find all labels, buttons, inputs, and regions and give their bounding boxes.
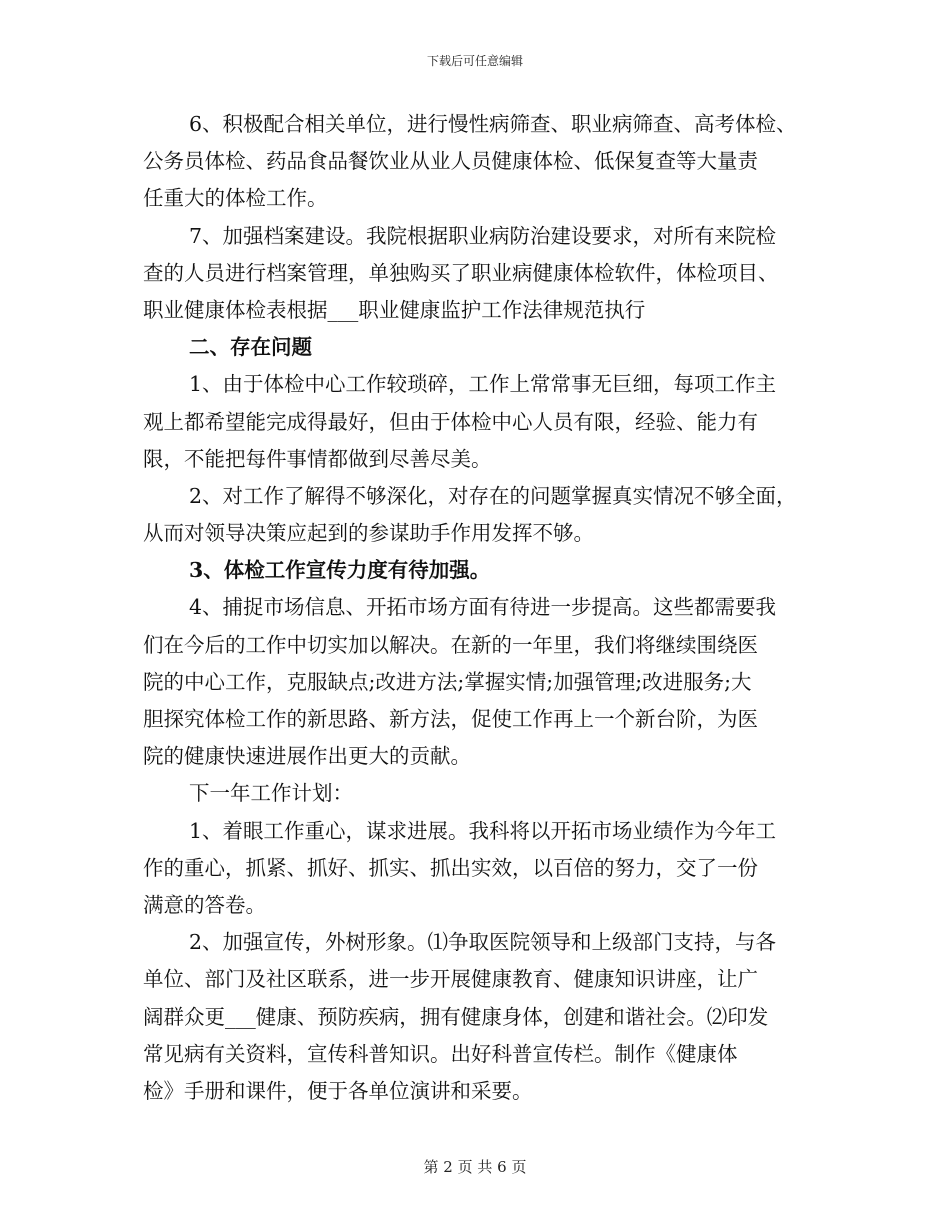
text-line: 6、积极配合相关单位，进行慢性病筛查、职业病筛查、高考体检、 <box>189 112 797 136</box>
text-line: 作的重心，抓紧、抓好、抓实、抓出实效，以百倍的努力，交了一份 <box>143 855 758 880</box>
text-line: 单位、部门及社区联系，进一步开展健康教育、健康知识讲座，让广 <box>143 967 758 992</box>
text-line: 任重大的体检工作。 <box>143 186 328 211</box>
text-line: 们在今后的工作中切实加以解决。在新的一年里，我们将继续围绕医 <box>143 632 758 657</box>
text-line: 院的中心工作，克服缺点;改进方法;掌握实情;加强管理;改进服务;大 <box>143 669 752 694</box>
text-line: 胆探究体检工作的新思路、新方法，促使工作再上一个新台阶，为医 <box>143 707 758 731</box>
text-line: 检》手册和课件，便于各单位演讲和采要。 <box>143 1078 533 1103</box>
text-line: 1、着眼工作重心，谋求进展。我科将以开拓市场业绩作为今年工 <box>189 818 777 843</box>
text-line: 2、对工作了解得不够深化，对存在的问题掌握真实情况不够全面， <box>189 483 797 508</box>
text-line: 满意的答卷。 <box>143 892 266 917</box>
text-line: 查的人员进行档案管理，单独购买了职业病健康体检软件，体检项目、 <box>143 260 779 285</box>
page-header: 下载后可任意编辑 <box>426 54 523 68</box>
text-line: 常见病有关资料，宣传科普知识。出好科普宣传栏。制作《健康体 <box>143 1041 738 1066</box>
text-line: 1、由于体检中心工作较琐碎，工作上常常事无巨细，每项工作主 <box>189 372 777 397</box>
text-line: 职业健康体检表根据___职业健康监护工作法律规范执行 <box>143 297 646 322</box>
text-line: 观上都希望能完成得最好，但由于体检中心人员有限，经验、能力有 <box>143 409 758 434</box>
text-line: 阔群众更___健康、预防疾病，拥有健康身体，创建和谐社会。⑵印发 <box>143 1004 769 1029</box>
page-footer: 第 2 页 共 6 页 <box>423 1158 527 1176</box>
section-heading: 二、存在问题 <box>189 335 312 360</box>
text-line: 院的健康快速进展作出更大的贡献。 <box>143 744 471 769</box>
text-line: 从而对领导决策应起到的参谋助手作用发挥不够。 <box>143 521 594 546</box>
bold-item: 3、体检工作宣传力度有待加强。 <box>189 558 491 583</box>
text-line: 下一年工作计划： <box>189 781 353 806</box>
text-line: 限，不能把每件事情都做到尽善尽美。 <box>143 446 492 471</box>
text-line: 2、加强宣传，外树形象。⑴争取医院领导和上级部门支持，与各 <box>189 930 777 955</box>
text-line: 4、捕捉市场信息、开拓市场方面有待进一步提高。这些都需要我 <box>189 595 777 620</box>
text-line: 公务员体检、药品食品餐饮业从业人员健康体检、低保复查等大量责 <box>143 149 758 174</box>
document-body <box>143 106 833 1110</box>
text-line: 7、加强档案建设。我院根据职业病防治建设要求，对所有来院检 <box>189 223 777 248</box>
